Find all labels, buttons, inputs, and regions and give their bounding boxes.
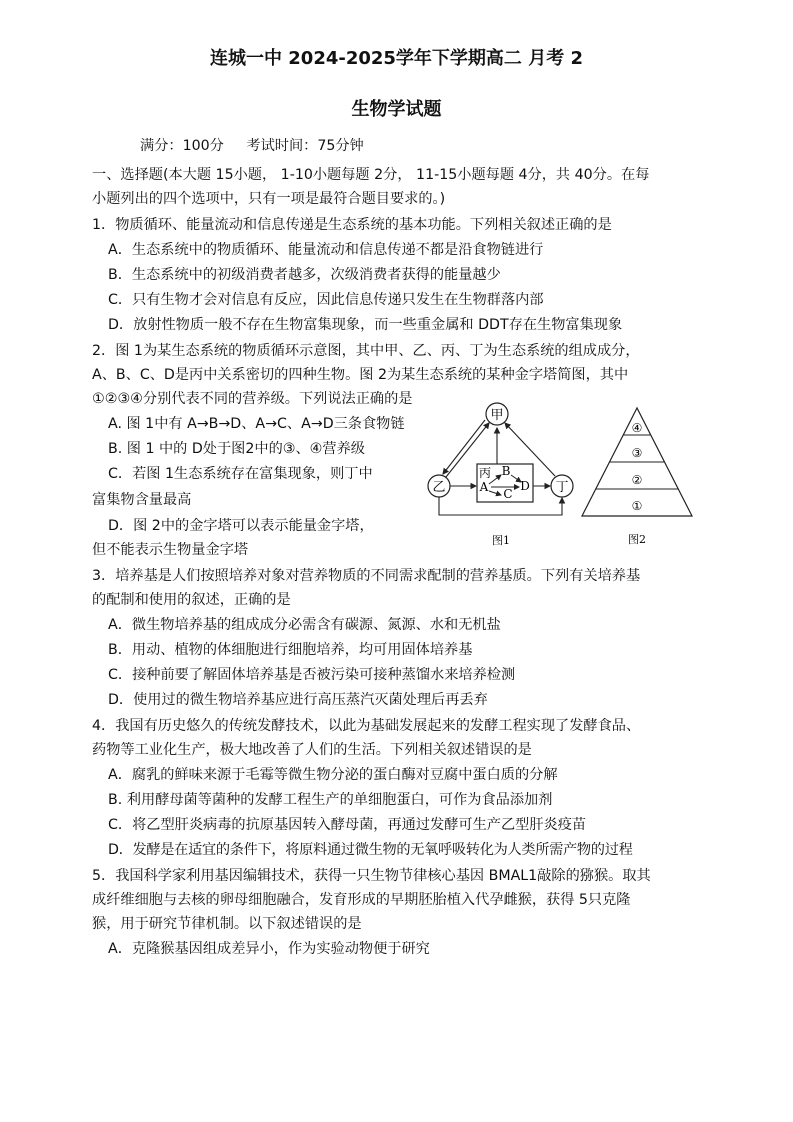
figure-2-pyramid <box>578 404 700 554</box>
question-2-stem-line-3: ①②③④分别代表不同的营养级。下列说法正确的是 <box>92 391 413 407</box>
node-yi-label: 乙 <box>432 480 446 495</box>
question-3-stem-line-1: 3．培养基是人们按照培养对象对营养物质的不同需求配制的营养基质。下列有关培养基 <box>92 568 641 584</box>
question-1-option-d: D．放射性物质一般不存在生物富集现象，而一些重金属和 DDT存在生物富集现象 <box>108 317 623 333</box>
node-bing-label: 丙 <box>478 466 492 480</box>
question-5-stem-line-3: 猴，用于研究节律机制。以下叙述错误的是 <box>92 916 362 932</box>
question-4-option-b: B. 利用酵母菌等菌种的发酵工程生产的单细胞蛋白，可作为食品添加剂 <box>108 792 553 808</box>
figure-1-caption: 图1 <box>492 534 510 547</box>
question-1-stem: 1．物质循环、能量流动和信息传递是生态系统的基本功能。下列相关叙述正确的是 <box>92 217 612 233</box>
pyramid-level-4-label: ④ <box>631 421 643 435</box>
section-instruction-line-1: 一、选择题(本大题 15小题， 1-10小题每题 2分， 11-15小题每题 4分，共 40分。在每 <box>92 167 650 183</box>
question-3-option-d: D．使用过的微生物培养基应进行高压蒸汽灭菌处理后再丢弃 <box>108 692 488 708</box>
question-2-option-a: A. 图 1中有 A→B→D、A→C、A→D三条食物链 <box>108 416 405 432</box>
question-4-option-c: C．将乙型肝炎病毒的抗原基因转入酵母菌，再通过发酵可生产乙型肝炎疫苗 <box>108 817 587 833</box>
exam-meta: 满分：100分 考试时间：75分钟 <box>140 138 364 154</box>
pyramid-level-3-label: ③ <box>631 446 643 460</box>
figure-1-carbon-cycle-diagram <box>425 398 585 553</box>
question-2-stem-line-1: 2．图 1为某生态系统的物质循环示意图，其中甲、乙、丙、丁为生态系统的组成成分， <box>92 343 640 359</box>
question-4-stem-line-1: 4．我国有历史悠久的传统发酵技术，以此为基础发展起来的发酵工程实现了发酵食品、 <box>92 718 641 734</box>
organism-c-label: C <box>503 487 513 501</box>
question-2-option-d-line-1: D．图 2中的金字塔可以表示能量金字塔， <box>108 518 374 534</box>
section-instruction-line-2: 小题列出的四个选项中，只有一项是最符合题目要求的。) <box>92 191 446 207</box>
question-2-option-d-line-2: 但不能表示生物量金字塔 <box>92 542 249 558</box>
question-3-option-b: B．用动、植物的体细胞进行细胞培养，均可用固体培养基 <box>108 642 473 658</box>
question-3-stem-line-2: 的配制和使用的叙述，正确的是 <box>92 592 291 608</box>
question-2-option-c-line-2: 富集物含量最高 <box>92 492 192 508</box>
subject-title: 生物学试题 <box>351 99 442 120</box>
question-4-option-d: D．发酵是在适宜的条件下，将原料通过微生物的无氧呼吸转化为人类所需产物的过程 <box>108 842 633 858</box>
question-3-option-a: A．微生物培养基的组成成分必需含有碳源、氮源、水和无机盐 <box>108 617 501 633</box>
question-5-stem-line-2: 成纤维细胞与去核的卵母细胞融合，发育形成的早期胚胎植入代孕雌猴，获得 5只克隆 <box>92 892 631 908</box>
node-jia-label: 甲 <box>490 408 504 423</box>
exam-title: 连城一中 2024-2025学年下学期高二 月考 2 <box>210 48 583 69</box>
question-4-stem-line-2: 药物等工业化生产，极大地改善了人们的生活。下列相关叙述错误的是 <box>92 742 532 758</box>
pyramid-level-2-label: ② <box>631 473 643 487</box>
node-ding-label: 丁 <box>555 480 569 495</box>
organism-d-label: D <box>520 479 530 493</box>
question-5-stem-line-1: 5．我国科学家利用基因编辑技术，获得一只生物节律核心基因 BMAL1敲除的猕猴。取其 <box>92 868 651 884</box>
question-2-option-c-line-1: C．若图 1生态系统存在富集现象，则丁中 <box>108 466 373 482</box>
pyramid-level-1-label: ① <box>631 499 643 513</box>
question-1-option-a: A．生态系统中的物质循环、能量流动和信息传递不都是沿食物链进行 <box>108 242 544 258</box>
question-1-option-b: B．生态系统中的初级消费者越多，次级消费者获得的能量越少 <box>108 267 501 283</box>
question-2-stem-line-2: A、B、C、D是丙中关系密切的四种生物。图 2为某生态系统的某种金字塔简图，其中 <box>92 367 629 383</box>
question-1-option-c: C．只有生物才会对信息有反应，因此信息传递只发生在生物群落内部 <box>108 292 544 308</box>
figure-2-caption: 图2 <box>628 533 646 546</box>
question-3-option-c: C．接种前要了解固体培养基是否被污染可接种蒸馏水来培养检测 <box>108 667 516 683</box>
organism-a-label: A <box>479 480 489 494</box>
question-4-option-a: A．腐乳的鲜味来源于毛霉等微生物分泌的蛋白酶对豆腐中蛋白质的分解 <box>108 767 558 783</box>
question-5-option-a: A．克隆猴基因组成差异小，作为实验动物便于研究 <box>108 941 430 957</box>
organism-b-label: B <box>501 464 511 478</box>
question-2-option-b: B. 图 1 中的 D处于图2中的③、④营养级 <box>108 441 365 457</box>
